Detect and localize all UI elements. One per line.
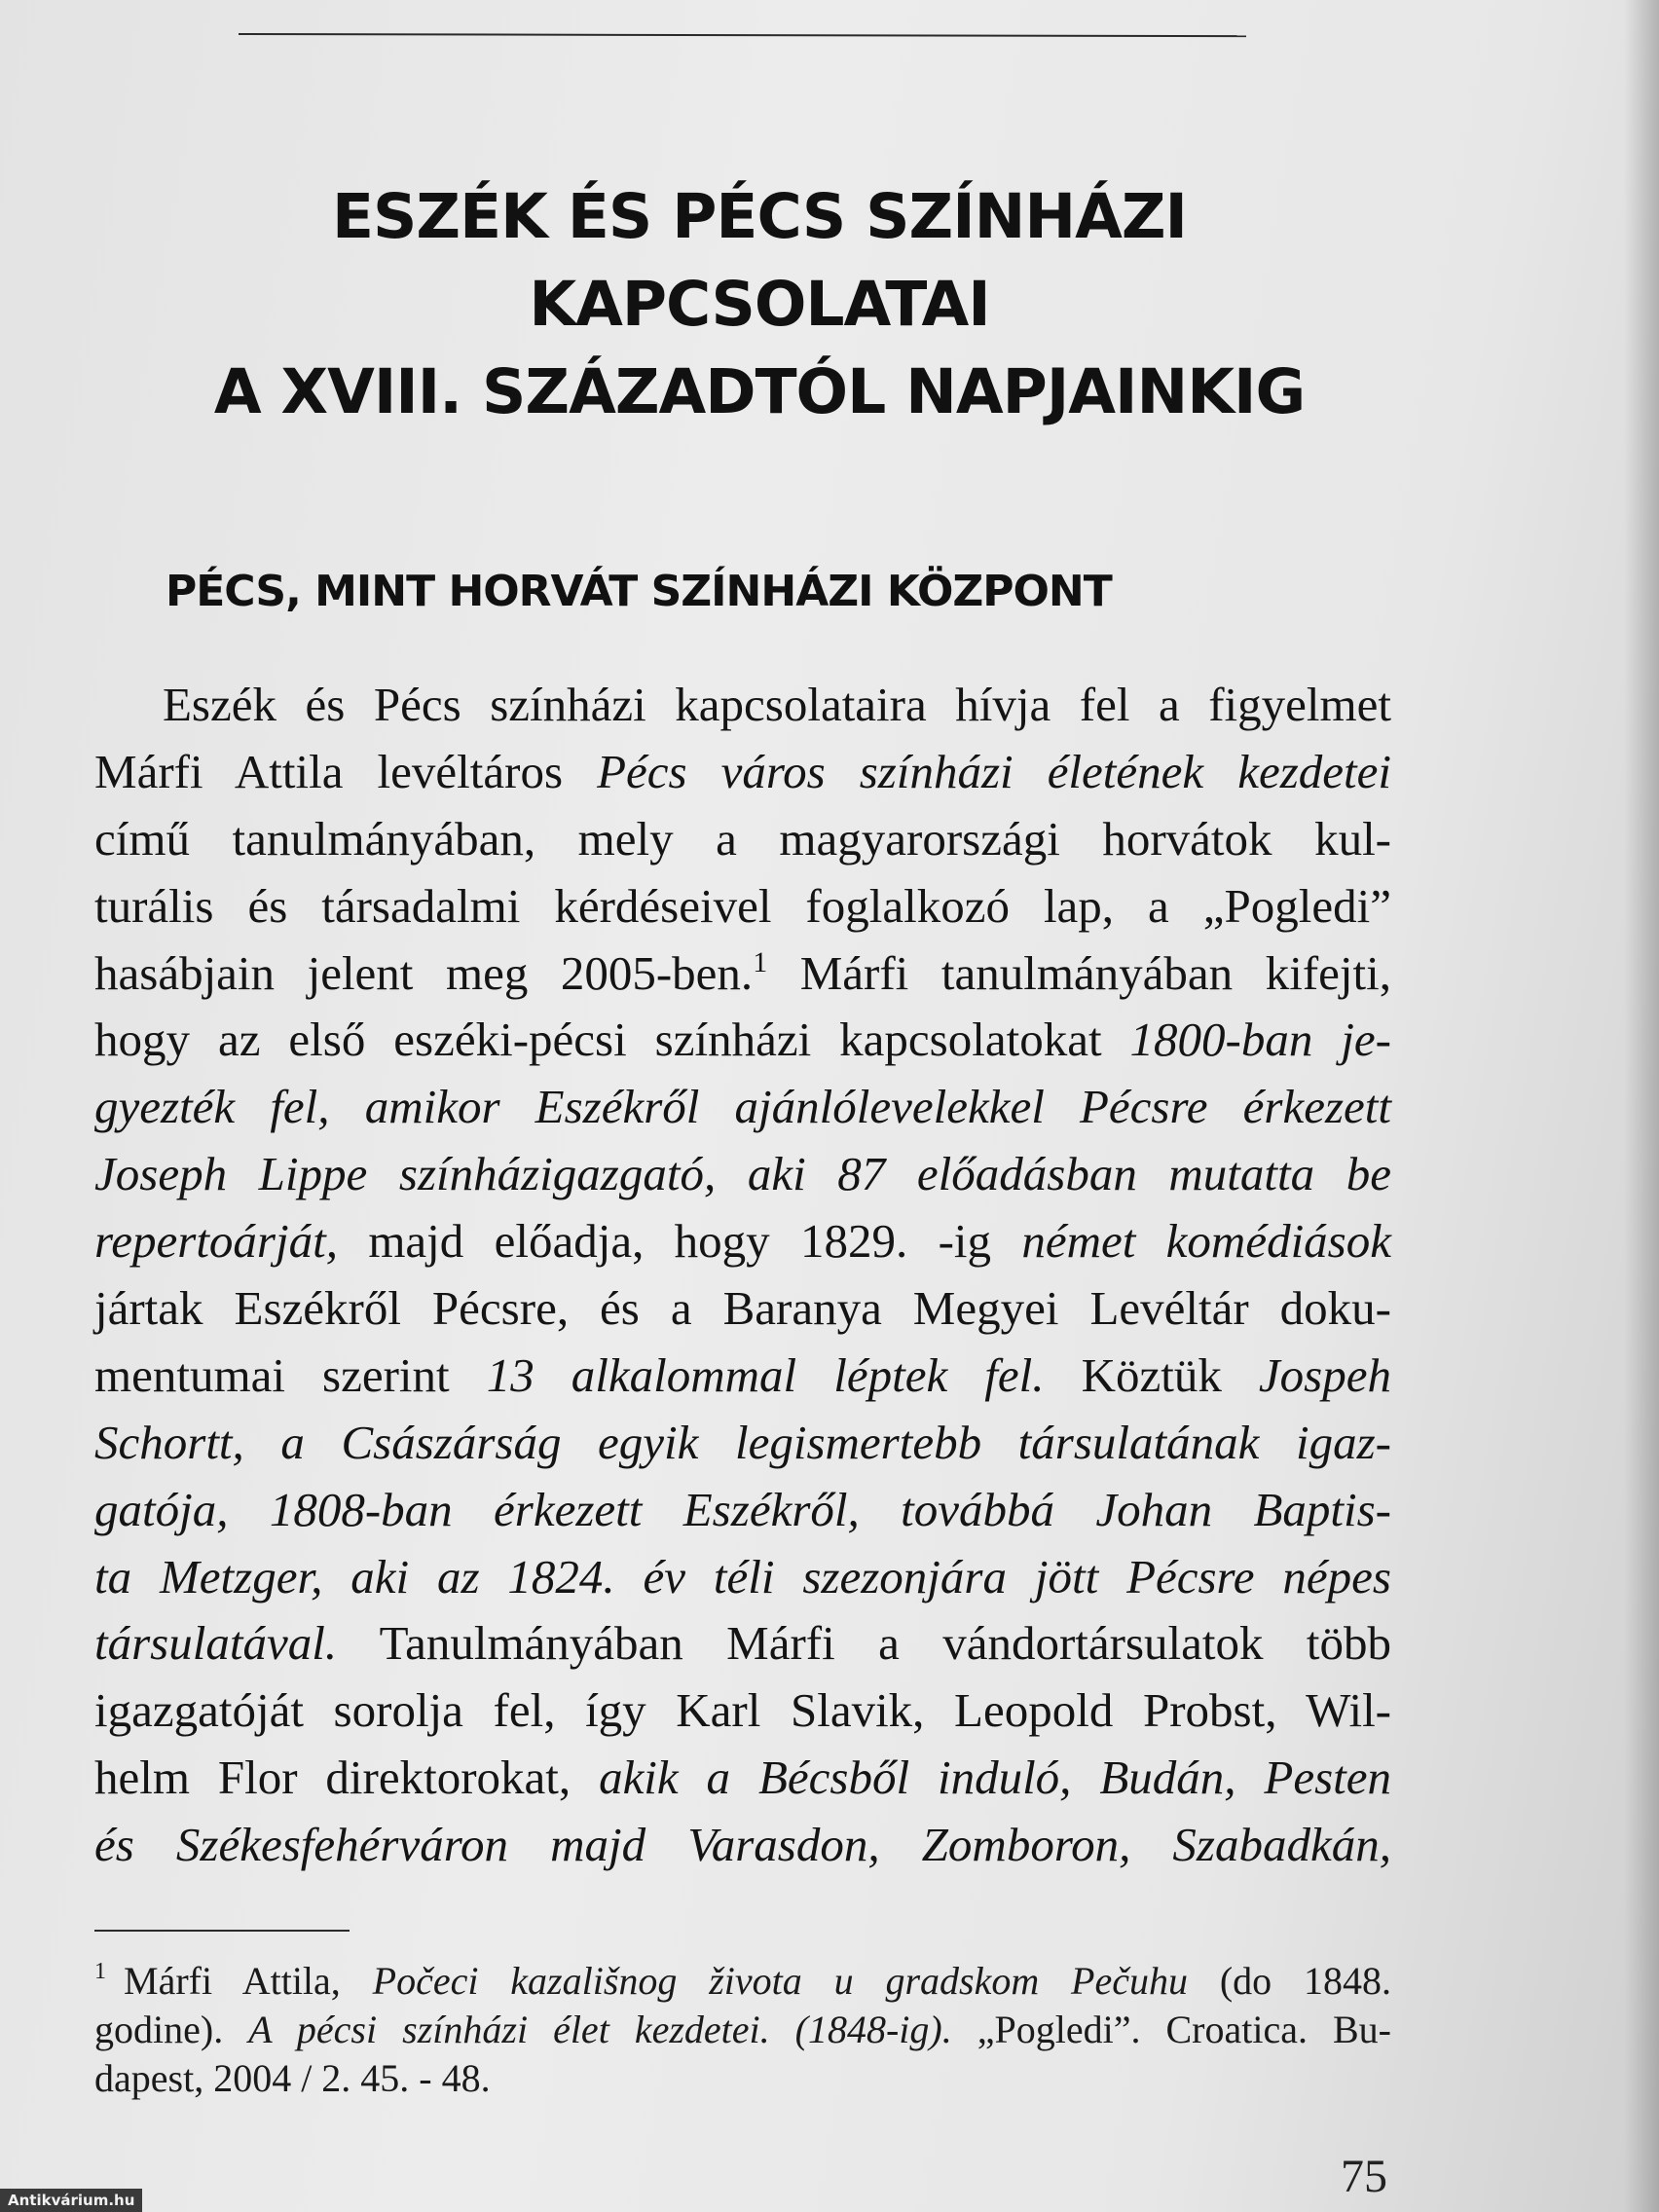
footnote-separator: [94, 1930, 350, 1932]
footnote-line: godine). A pécsi színházi élet kezdetei. (1848-ig). „Pogledi”. Croatica. Bu-: [94, 2008, 1391, 2051]
text-line: és Székesfehérváron majd Varasdon, Zomboron, Szabadkán,: [94, 1818, 1391, 1872]
text-line: repertoárját, majd előadja, hogy 1829. -ig német komédiások: [94, 1214, 1392, 1269]
body-paragraph: [94, 672, 1391, 1879]
text-line: igazgatóját sorolja fel, így Karl Slavik, Leopold Probst, Wil-: [94, 1683, 1391, 1738]
watermark-label: Antikvárium.hu: [0, 2189, 142, 2212]
page-edge-shadow: [1624, 0, 1659, 2212]
text-line: hasábjain jelent meg 2005-ben.$^1$ Márfi tanulmányában kifejti,: [94, 945, 1391, 1000]
section-title: PÉCS, MINT HORVÁT SZÍNHÁZI KÖZPONT: [166, 567, 1112, 616]
text-line: ta Metzger, aki az 1824. év téli szezonjára jött Pécsre népes: [94, 1549, 1391, 1604]
footnote-reference[interactable]: 1: [753, 945, 768, 978]
text-line: Schortt, a Császárság egyik legismertebb társulatának igaz-: [94, 1415, 1391, 1469]
page-number: 75: [1341, 2151, 1387, 2202]
footnote-number: 1: [94, 1959, 106, 1984]
text-line: Márfi Attila levéltáros Pécs város színházi életének kezdetei: [94, 744, 1391, 798]
footnote-line: $^1$ Márfi Attila, Počeci kazališnog života u gradskom Pečuhu (do 1848.: [94, 1959, 1391, 2003]
footnote-line: dapest, 2004 / 2. 45. - 48.: [94, 2056, 491, 2100]
text-line: gatója, 1808-ban érkezett Eszékről, továbbá Johan Baptis-: [94, 1482, 1391, 1536]
footnote: [94, 1957, 1391, 2103]
text-line: Eszék és Pécs színházi kapcsolataira hívja fel a figyelmet: [163, 678, 1391, 731]
chapter-title-line-2: A XVIII. SZÁZADTÓL NAPJAINKIG: [213, 356, 1306, 427]
text-line: gyezték fel, amikor Eszékről ajánlólevelekkel Pécsre érkezett: [94, 1080, 1391, 1134]
text-line: jártak Eszékről Pécsre, és a Baranya Megyei Levéltár doku-: [94, 1281, 1391, 1336]
chapter-title-line-1: ESZÉK ÉS PÉCS SZÍNHÁZI KAPCSOLATAI: [332, 181, 1187, 340]
text-line: Joseph Lippe színházigazgató, aki 87 előadásban mutatta be: [94, 1147, 1391, 1201]
text-line: című tanulmányában, mely a magyarországi horvátok kul-: [94, 811, 1391, 866]
text-line: helm Flor direktorokat, akik a Bécsből induló, Budán, Pesten: [94, 1751, 1391, 1805]
chapter-title: [117, 173, 1402, 436]
text-line: hogy az első eszéki-pécsi színházi kapcsolatokat 1800-ban je-: [94, 1013, 1391, 1067]
text-line: mentumai szerint 13 alkalommal léptek fel. Köztük Jospeh: [94, 1347, 1391, 1402]
header-rule: [239, 33, 1246, 37]
text-line: turális és társadalmi kérdéseivel foglalkozó lap, a „Pogledi”: [94, 878, 1391, 933]
text-line: társulatával. Tanulmányában Márfi a vándortársulatok több: [94, 1616, 1391, 1671]
